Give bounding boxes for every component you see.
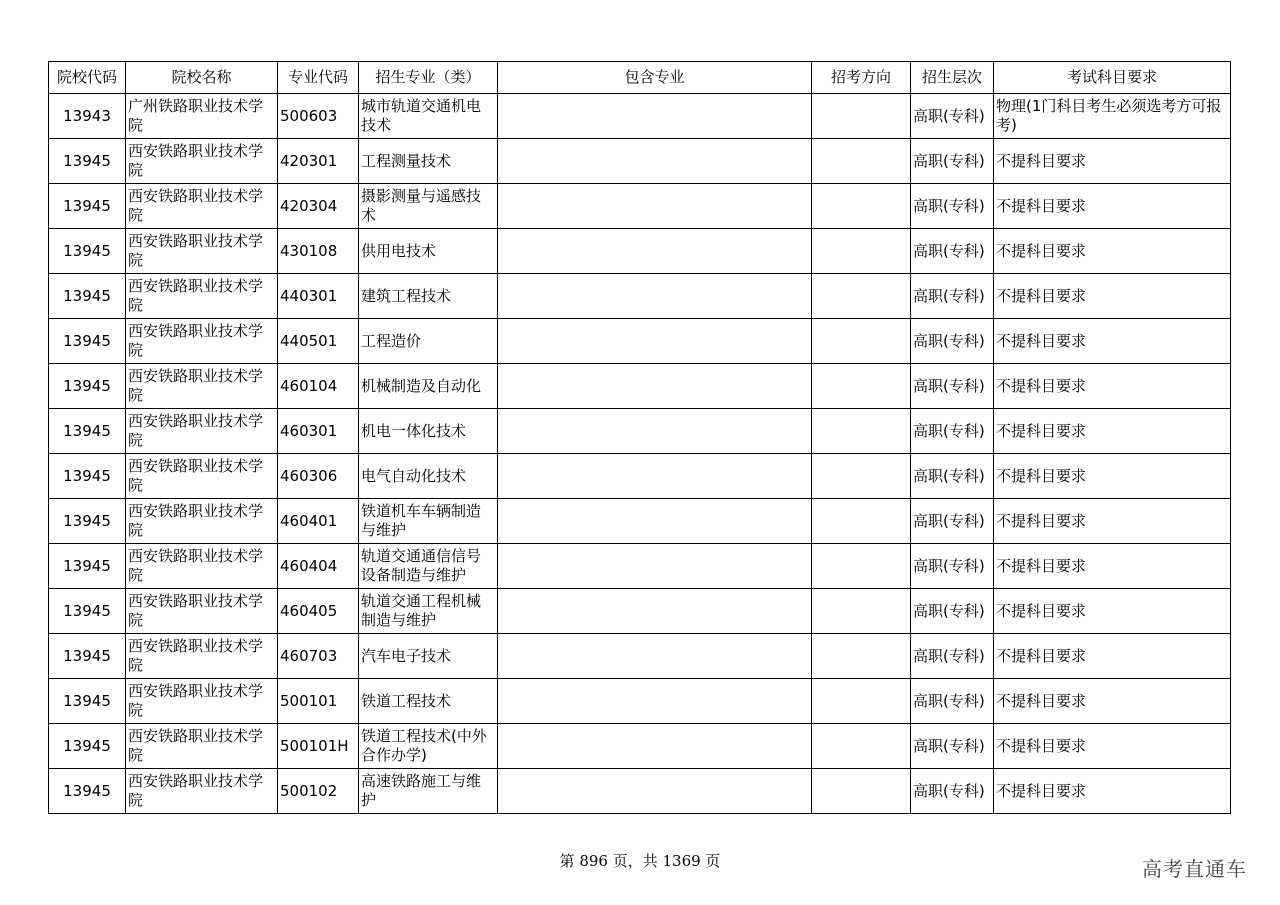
header-major: 招生专业（类） (359, 62, 498, 94)
cell-school-name-text: 西安铁路职业技术学院 (128, 367, 264, 404)
cell-major-code-text: 420301 (280, 151, 338, 170)
cell-major (359, 364, 498, 409)
cell-school-code-text: 13943 (63, 106, 111, 125)
cell-major (359, 769, 498, 814)
header-major-code: 专业代码 (278, 62, 359, 94)
cell-requirement-text: 不提科目要求 (996, 286, 1087, 305)
cell-requirement (994, 589, 1231, 634)
cell-major-code-text: 440501 (280, 331, 338, 350)
cell-direction (812, 364, 911, 409)
cell-level (911, 229, 994, 274)
cell-level-text: 高职(专科) (913, 331, 985, 350)
cell-school-code-text: 13945 (63, 691, 111, 710)
cell-school-code (49, 409, 126, 454)
table-row (49, 94, 1231, 139)
cell-requirement (994, 139, 1231, 184)
table-row (49, 364, 1231, 409)
cell-level (911, 94, 994, 139)
cell-level-text: 高职(专科) (913, 646, 985, 665)
cell-major (359, 184, 498, 229)
cell-direction (812, 544, 911, 589)
cell-school-name-text: 西安铁路职业技术学院 (128, 232, 264, 269)
cell-school-code (49, 94, 126, 139)
cell-direction (812, 769, 911, 814)
cell-major-text: 城市轨道交通机电技术 (361, 97, 482, 134)
cell-school-code-text: 13945 (63, 286, 111, 305)
cell-includes (498, 679, 812, 724)
cell-requirement-text: 不提科目要求 (996, 646, 1087, 665)
table-row (49, 679, 1231, 724)
cell-includes (498, 274, 812, 319)
cell-major-text: 铁道工程技术(中外合作办学) (361, 727, 487, 764)
cell-requirement (994, 544, 1231, 589)
cell-school-name (126, 454, 278, 499)
cell-major-text: 轨道交通通信信号设备制造与维护 (361, 547, 482, 584)
cell-level (911, 769, 994, 814)
cell-major (359, 139, 498, 184)
cell-requirement (994, 634, 1231, 679)
cell-includes (498, 94, 812, 139)
cell-school-code-text: 13945 (63, 646, 111, 665)
cell-school-code (49, 139, 126, 184)
cell-major-code (278, 94, 359, 139)
cell-requirement-text: 不提科目要求 (996, 691, 1087, 710)
cell-requirement-text: 不提科目要求 (996, 376, 1087, 395)
cell-school-name (126, 679, 278, 724)
cell-school-code (49, 454, 126, 499)
cell-school-code (49, 724, 126, 769)
cell-major-code (278, 634, 359, 679)
cell-requirement (994, 364, 1231, 409)
cell-major-text: 建筑工程技术 (361, 286, 452, 305)
cell-school-name-text: 西安铁路职业技术学院 (128, 682, 264, 719)
cell-major (359, 499, 498, 544)
cell-school-name (126, 184, 278, 229)
cell-school-code (49, 319, 126, 364)
cell-school-name (126, 409, 278, 454)
cell-school-name-text: 西安铁路职业技术学院 (128, 772, 264, 809)
cell-includes (498, 229, 812, 274)
cell-direction (812, 94, 911, 139)
cell-level (911, 544, 994, 589)
cell-major-text: 高速铁路施工与维护 (361, 772, 482, 809)
cell-school-code (49, 589, 126, 634)
cell-major-code (278, 589, 359, 634)
table-row (49, 454, 1231, 499)
cell-requirement (994, 229, 1231, 274)
cell-requirement (994, 769, 1231, 814)
cell-school-code (49, 544, 126, 589)
cell-school-code (49, 634, 126, 679)
cell-major-text: 电气自动化技术 (361, 466, 467, 485)
cell-school-code-text: 13945 (63, 781, 111, 800)
cell-level-text: 高职(专科) (913, 241, 985, 260)
cell-major-code (278, 139, 359, 184)
cell-requirement-text: 不提科目要求 (996, 556, 1087, 575)
page-number: 第 896 页，共 1369 页 (559, 852, 721, 870)
cell-school-name-text: 西安铁路职业技术学院 (128, 457, 264, 494)
cell-major-code-text: 460404 (280, 556, 338, 575)
cell-major (359, 679, 498, 724)
cell-major-text: 铁道机车车辆制造与维护 (361, 502, 482, 539)
cell-major-code (278, 229, 359, 274)
cell-school-code-text: 13945 (63, 151, 111, 170)
cell-requirement-text: 不提科目要求 (996, 151, 1087, 170)
table-row (49, 544, 1231, 589)
cell-school-name-text: 西安铁路职业技术学院 (128, 637, 264, 674)
cell-major-text: 工程造价 (361, 331, 422, 350)
table-row (49, 139, 1231, 184)
cell-major-code-text: 460104 (280, 376, 338, 395)
cell-major-text: 供用电技术 (361, 241, 437, 260)
cell-school-name-text: 西安铁路职业技术学院 (128, 592, 264, 629)
cell-major (359, 589, 498, 634)
cell-major-code (278, 409, 359, 454)
cell-major-code-text: 500101 (280, 691, 338, 710)
cell-major (359, 724, 498, 769)
cell-level-text: 高职(专科) (913, 376, 985, 395)
header-level: 招生层次 (911, 62, 994, 94)
cell-requirement (994, 319, 1231, 364)
cell-school-code (49, 364, 126, 409)
cell-school-name (126, 229, 278, 274)
header-direction: 招考方向 (812, 62, 911, 94)
cell-requirement (994, 724, 1231, 769)
table-row (49, 319, 1231, 364)
cell-includes (498, 409, 812, 454)
cell-requirement-text: 不提科目要求 (996, 241, 1087, 260)
cell-school-name (126, 634, 278, 679)
cell-major-text: 轨道交通工程机械制造与维护 (361, 592, 482, 629)
cell-school-name (126, 544, 278, 589)
cell-major (359, 544, 498, 589)
cell-school-name (126, 769, 278, 814)
cell-level-text: 高职(专科) (913, 781, 985, 800)
cell-requirement (994, 184, 1231, 229)
cell-school-name-text: 西安铁路职业技术学院 (128, 412, 264, 449)
cell-level-text: 高职(专科) (913, 466, 985, 485)
cell-level (911, 319, 994, 364)
cell-major-code (278, 184, 359, 229)
cell-direction (812, 454, 911, 499)
cell-major-text: 汽车电子技术 (361, 646, 452, 665)
cell-level (911, 139, 994, 184)
cell-level (911, 499, 994, 544)
cell-requirement-text: 不提科目要求 (996, 421, 1087, 440)
cell-requirement-text: 不提科目要求 (996, 196, 1087, 215)
cell-includes (498, 184, 812, 229)
cell-school-code (49, 769, 126, 814)
cell-direction (812, 319, 911, 364)
cell-major (359, 409, 498, 454)
cell-school-code-text: 13945 (63, 556, 111, 575)
cell-major-code (278, 724, 359, 769)
cell-major-code (278, 319, 359, 364)
cell-requirement-text: 不提科目要求 (996, 601, 1087, 620)
cell-major-code (278, 454, 359, 499)
cell-major-code-text: 460401 (280, 511, 338, 530)
cell-major-code (278, 499, 359, 544)
table-row (49, 274, 1231, 319)
cell-direction (812, 139, 911, 184)
table-row (49, 229, 1231, 274)
cell-level (911, 364, 994, 409)
cell-includes (498, 544, 812, 589)
cell-major-text: 摄影测量与遥感技术 (361, 187, 482, 224)
cell-major-text: 机电一体化技术 (361, 421, 467, 440)
cell-requirement (994, 409, 1231, 454)
cell-includes (498, 589, 812, 634)
cell-direction (812, 634, 911, 679)
cell-level (911, 634, 994, 679)
cell-school-code-text: 13945 (63, 736, 111, 755)
cell-level (911, 184, 994, 229)
cell-school-code-text: 13945 (63, 376, 111, 395)
cell-level (911, 589, 994, 634)
cell-school-name (126, 364, 278, 409)
cell-direction (812, 184, 911, 229)
cell-school-name-text: 西安铁路职业技术学院 (128, 142, 264, 179)
cell-includes (498, 769, 812, 814)
cell-school-name-text: 西安铁路职业技术学院 (128, 547, 264, 584)
watermark-text: 高考直通车 (1142, 857, 1247, 881)
cell-school-code (49, 499, 126, 544)
cell-major (359, 229, 498, 274)
cell-level-text: 高职(专科) (913, 601, 985, 620)
header-requirement: 考试科目要求 (994, 62, 1231, 94)
cell-major (359, 454, 498, 499)
cell-major-text: 机械制造及自动化 (361, 376, 482, 395)
cell-school-name (126, 319, 278, 364)
cell-requirement (994, 499, 1231, 544)
cell-includes (498, 634, 812, 679)
cell-school-code-text: 13945 (63, 601, 111, 620)
cell-level (911, 454, 994, 499)
cell-level (911, 724, 994, 769)
cell-level-text: 高职(专科) (913, 421, 985, 440)
cell-major (359, 634, 498, 679)
cell-major-code-text: 460703 (280, 646, 338, 665)
cell-school-code (49, 679, 126, 724)
cell-school-code-text: 13945 (63, 421, 111, 440)
cell-school-name (126, 589, 278, 634)
header-school-code: 院校代码 (49, 62, 126, 94)
cell-school-code (49, 229, 126, 274)
cell-school-name-text: 西安铁路职业技术学院 (128, 277, 264, 314)
cell-major-code-text: 500101H (280, 736, 349, 755)
cell-school-code-text: 13945 (63, 241, 111, 260)
cell-direction (812, 679, 911, 724)
cell-school-name (126, 94, 278, 139)
cell-requirement (994, 94, 1231, 139)
cell-major-text: 工程测量技术 (361, 151, 452, 170)
cell-school-name (126, 139, 278, 184)
cell-school-code-text: 13945 (63, 331, 111, 350)
cell-school-code-text: 13945 (63, 196, 111, 215)
cell-major-code (278, 679, 359, 724)
table-header-row (49, 62, 1231, 94)
header-includes: 包含专业 (498, 62, 812, 94)
cell-requirement-text: 不提科目要求 (996, 736, 1087, 755)
cell-school-name-text: 广州铁路职业技术学院 (128, 97, 264, 134)
cell-school-code-text: 13945 (63, 466, 111, 485)
header-school-name: 院校名称 (126, 62, 278, 94)
cell-major-code (278, 769, 359, 814)
cell-includes (498, 724, 812, 769)
cell-direction (812, 499, 911, 544)
cell-major-code (278, 364, 359, 409)
cell-level-text: 高职(专科) (913, 151, 985, 170)
cell-school-code-text: 13945 (63, 511, 111, 530)
cell-level-text: 高职(专科) (913, 736, 985, 755)
cell-includes (498, 364, 812, 409)
cell-level-text: 高职(专科) (913, 691, 985, 710)
table-row (49, 724, 1231, 769)
cell-major-code-text: 430108 (280, 241, 338, 260)
cell-direction (812, 229, 911, 274)
cell-school-name (126, 724, 278, 769)
cell-major-code (278, 544, 359, 589)
table-row (49, 634, 1231, 679)
cell-requirement (994, 274, 1231, 319)
cell-major-code-text: 420304 (280, 196, 338, 215)
cell-level-text: 高职(专科) (913, 511, 985, 530)
cell-includes (498, 499, 812, 544)
cell-school-code (49, 184, 126, 229)
table-row (49, 589, 1231, 634)
cell-major (359, 274, 498, 319)
cell-includes (498, 139, 812, 184)
cell-direction (812, 274, 911, 319)
cell-requirement-text: 不提科目要求 (996, 781, 1087, 800)
admissions-table (48, 61, 1231, 814)
table-row (49, 499, 1231, 544)
cell-requirement (994, 454, 1231, 499)
table-row (49, 769, 1231, 814)
cell-school-name-text: 西安铁路职业技术学院 (128, 502, 264, 539)
cell-level (911, 409, 994, 454)
cell-major-code-text: 500603 (280, 106, 338, 125)
cell-level (911, 274, 994, 319)
cell-requirement-text: 物理(1门科目考生必须选考方可报考) (996, 97, 1222, 134)
cell-requirement-text: 不提科目要求 (996, 331, 1087, 350)
cell-major-code (278, 274, 359, 319)
cell-level-text: 高职(专科) (913, 286, 985, 305)
cell-includes (498, 319, 812, 364)
cell-level (911, 679, 994, 724)
cell-level-text: 高职(专科) (913, 106, 985, 125)
cell-requirement-text: 不提科目要求 (996, 466, 1087, 485)
cell-major-code-text: 440301 (280, 286, 338, 305)
cell-school-name-text: 西安铁路职业技术学院 (128, 727, 264, 764)
cell-requirement-text: 不提科目要求 (996, 511, 1087, 530)
cell-major-code-text: 500102 (280, 781, 338, 800)
cell-major (359, 319, 498, 364)
cell-level-text: 高职(专科) (913, 556, 985, 575)
cell-school-name (126, 499, 278, 544)
cell-major-text: 铁道工程技术 (361, 691, 452, 710)
cell-school-name-text: 西安铁路职业技术学院 (128, 187, 264, 224)
table-row (49, 409, 1231, 454)
cell-major (359, 94, 498, 139)
cell-direction (812, 724, 911, 769)
cell-level-text: 高职(专科) (913, 196, 985, 215)
cell-requirement (994, 679, 1231, 724)
cell-school-name-text: 西安铁路职业技术学院 (128, 322, 264, 359)
cell-school-name (126, 274, 278, 319)
cell-includes (498, 454, 812, 499)
table-row (49, 184, 1231, 229)
cell-direction (812, 409, 911, 454)
cell-major-code-text: 460306 (280, 466, 338, 485)
cell-school-code (49, 274, 126, 319)
cell-major-code-text: 460301 (280, 421, 338, 440)
cell-direction (812, 589, 911, 634)
cell-major-code-text: 460405 (280, 601, 338, 620)
